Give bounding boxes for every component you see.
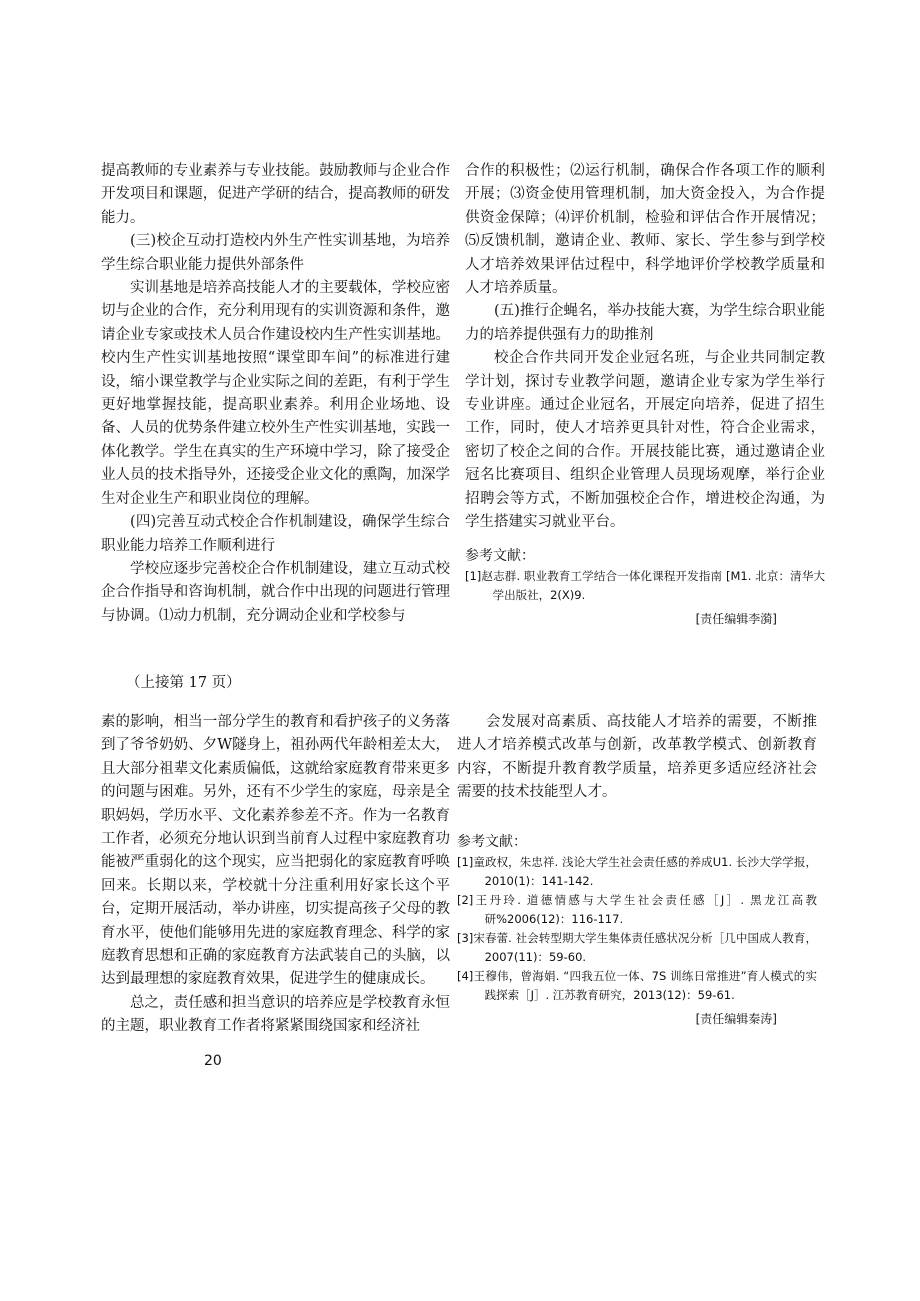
bottom-left-para-2: 总之，责任感和担当意识的培养应是学校教育永恒的主题，职业教育工作者将紧紧围绕国家和经济社: [101, 994, 450, 1035]
top-reference-1: [1]赵志群. 职业教育工学结合一体化课程开发指南 [M1. 北京：清华大学出版社，2(X)9.: [465, 568, 825, 602]
bottom-left-para-1: 素的影响，相当一部分学生的教育和看护孩子的义务落到了爷爷奶奶、夕W隧身上，祖孙两代年龄相差太大，且大部分祖辈文化素质偏低，这就给家庭教育带来更多的问题与困难。另外，还有不少学生的家庭，母亲是全职妈妈，学历水平、文化素养参差不齐。作为一名教育工作者，必须充分地认识到当前育人过程中家庭教育功能被严重弱化的这个现实，应当把弱化的家庭教育呼唤回来。长期以来，学校就十分注重利用好家长这个平台，定期开展活动，举办讲座，切实提高孩子父母的教育水平，使他们能够用先进的家庭教育理念、科学的家庭教育思想和正确的家庭教育方法武装自己的头脑，以达到最理想的家庭教育效果，促进学生的健康成长。: [101, 714, 450, 988]
continued-from-note: （上接第 17 页）: [126, 675, 241, 691]
page-number: 20: [204, 1053, 222, 1069]
bottom-reference-1: [1]童政权，朱忠祥. 浅论大学生社会责任感的养成U1. 长沙大学学报，2010(1)：141-142.: [457, 854, 817, 888]
top-left-para-3: 学校应逐步完善校企合作机制建设，建立互动式校企合作指导和咨询机制，就合作中出现的问题进行管理与协调。⑴动力机制，充分调动企业和学校参与: [101, 560, 450, 624]
top-right-column: [465, 160, 825, 629]
top-left-heading-4: (四)完善互动式校企合作机制建设，确保学生综合职业能力培养工作顺利进行: [101, 514, 450, 554]
top-references-title: 参考文献：: [465, 547, 535, 564]
top-right-heading-5: (五)推行企蝇名，举办技能大赛，为学生综合职业能力的培养提供强有力的助推剂: [465, 303, 825, 343]
bottom-right-para-1: 会发展对高素质、高技能人才培养的需要，不断推进人才培养模式改革与创新，改革教学模式、创新教育内容，不断提升教育教学质量，培养更多适应经济社会需要的技术技能型人才。: [457, 714, 817, 801]
top-left-para-1: 提高教师的专业素养与专业技能。鼓励教师与企业合作开发项目和课题，促进产学研的结合，提高教师的研发能力。: [101, 163, 450, 226]
top-right-para-1: 合作的积极性；⑵运行机制，确保合作各项工作的顺利开展；⑶资金使用管理机制，加大资金投入，为合作提供资金保障；⑷评价机制，检验和评估合作开展情况；⑸反馈机制，邀请企业、教师、家长、学生参与到学校人才培养效果评估过程中，科学地评价学校教学质量和人才培养质量。: [465, 163, 825, 297]
bottom-reference-3: [3]宋春蕾. 社会转型期大学生集体责任感状况分析［几中国成人教育，2007(11)：59-60.: [457, 930, 817, 964]
top-left-para-2: 实训基地是培养高技能人才的主要载体，学校应密切与企业的合作，充分利用现有的实训资源和条件，邀请企业专家或技术人员合作建设校内生产性实训基地。校内生产性实训基地按照“课堂即车间”的标准进行建设，缩小课堂教学与企业实际之间的差距，有利于学生更好地掌握技能，提高职业素养。利用企业场地、设备、人员的优势条件建立校外生产性实训基地，实践一体化教学。学生在真实的生产环境中学习，除了接受企业人员的技术指导外，还接受企业文化的熏陶，加深学生对企业生产和职业岗位的理解。: [101, 280, 450, 507]
top-left-heading-3: (三)校企互动打造校内外生产性实训基地，为培养学生综合职业能力提供外部条件: [101, 233, 450, 273]
top-right-para-2: 校企合作共同开发企业冠名班，与企业共同制定教学计划，探讨专业教学问题，邀请企业专家为学生举行专业讲座。通过企业冠名，开展定向培养，促进了招生工作，同时，使人才培养更具针对性，符合企业需求，密切了校企之间的合作。开展技能比赛，通过邀请企业冠名比赛项目、组织企业管理人员现场观摩，举行企业招聘会等方式，不断加强校企合作，增进校企沟通，为学生搭建实习就业平台。: [465, 350, 825, 531]
bottom-reference-4: [4]王穆伟，曾海娟. “四我五位一体、7S 训练日常推进”育人模式的实践探索［J］. 江苏教育研究，2013(12)：59-61.: [457, 968, 817, 1002]
top-left-column: [101, 160, 450, 628]
bottom-references-title: 参考文献：: [457, 833, 527, 850]
bottom-reference-2: [2]王丹玲. 道德情感与大学生社会责任感［J］. 黑龙江高教研%2006(12)：116-117.: [457, 892, 817, 926]
bottom-editor-credit: [责任编辑秦涛]: [695, 1011, 777, 1026]
top-editor-credit: [责任编辑李漪]: [695, 611, 777, 626]
bottom-right-column: [457, 711, 817, 1029]
bottom-left-column: [101, 711, 450, 1039]
